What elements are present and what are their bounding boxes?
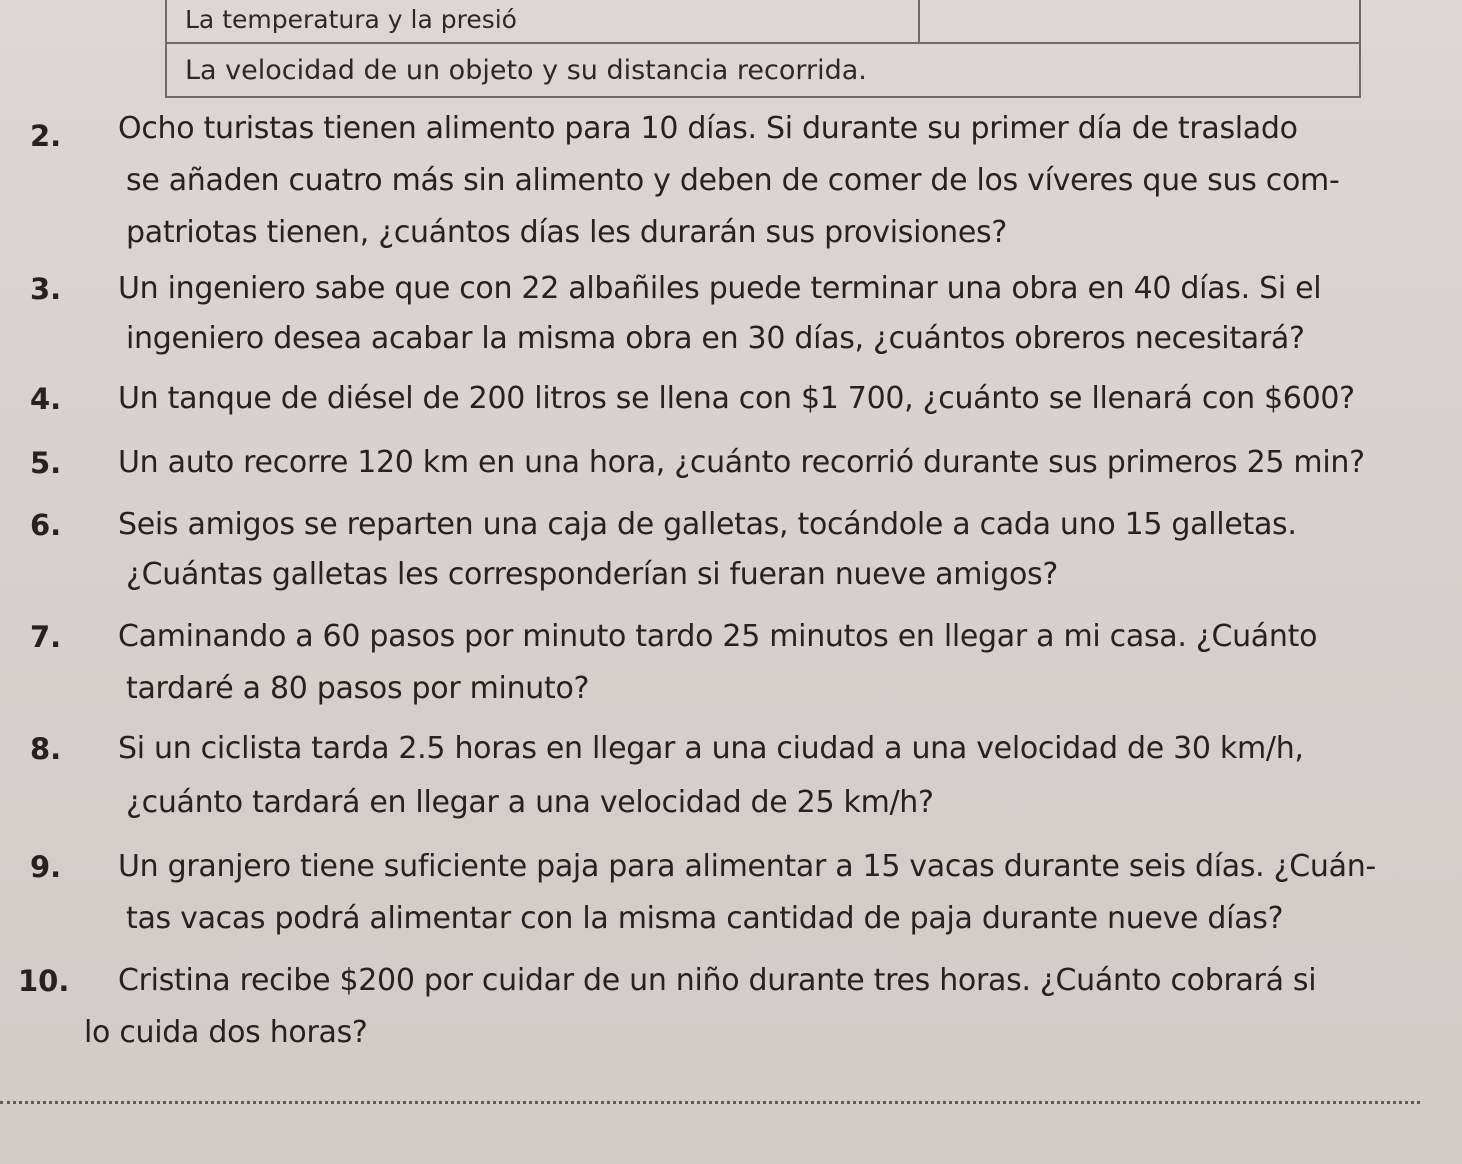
problem-text-line: Ocho turistas tienen alimento para 10 días. Si durante su primer día de traslado (118, 111, 1298, 146)
problem-text-line: Caminando a 60 pasos por minuto tardo 25 minutos en llegar a mi casa. ¿Cuánto (118, 619, 1318, 654)
problem-number: 6. (30, 508, 62, 542)
table-row-temperature: La temperatura y la presió (185, 5, 517, 34)
table-right-border (1359, 0, 1361, 98)
problem-number: 3. (30, 272, 62, 306)
problem-text-line: se añaden cuatro más sin alimento y deben de comer de los víveres que sus com- (126, 163, 1340, 198)
problem-number: 10. (18, 964, 70, 998)
problem-number: 4. (30, 382, 62, 416)
table-column-divider (918, 0, 920, 44)
problem-number: 9. (30, 850, 62, 884)
table-row-velocity: La velocidad de un objeto y su distancia recorrida. (185, 55, 867, 86)
problem-number: 8. (30, 732, 62, 766)
problem-text-line: ingeniero desea acabar la misma obra en 30 días, ¿cuántos obreros necesitará? (126, 321, 1305, 356)
problem-text-line: ¿cuánto tardará en llegar a una velocidad de 25 km/h? (126, 785, 934, 820)
problem-text-line: Un auto recorre 120 km en una hora, ¿cuánto recorrió durante sus primeros 25 min? (118, 445, 1365, 480)
problem-text-line: Un granjero tiene suficiente paja para alimentar a 15 vacas durante seis días. ¿Cuán- (118, 849, 1376, 884)
problem-number: 5. (30, 446, 62, 480)
relations-table (165, 0, 1462, 100)
problem-text-line: Si un ciclista tarda 2.5 horas en llegar a una ciudad a una velocidad de 30 km/h, (118, 731, 1304, 766)
problem-text-line: lo cuida dos horas? (84, 1015, 368, 1050)
problem-number: 2. (30, 119, 62, 153)
problem-text-line: tardaré a 80 pasos por minuto? (126, 671, 590, 706)
answer-line (0, 1101, 1420, 1104)
problem-text-line: ¿Cuántas galletas les corresponderían si fueran nueve amigos? (126, 557, 1058, 592)
problem-text-line: tas vacas podrá alimentar con la misma cantidad de paja durante nueve días? (126, 901, 1284, 936)
problem-text-line: Un ingeniero sabe que con 22 albañiles puede terminar una obra en 40 días. Si el (118, 271, 1322, 306)
problem-text-line: Cristina recibe $200 por cuidar de un niño durante tres horas. ¿Cuánto cobrará si (118, 963, 1317, 998)
problem-text-line: Seis amigos se reparten una caja de galletas, tocándole a cada uno 15 galletas. (118, 507, 1297, 542)
problem-text-line: patriotas tienen, ¿cuántos días les durarán sus provisiones? (126, 215, 1007, 250)
problem-text-line: Un tanque de diésel de 200 litros se llena con $1 700, ¿cuánto se llenará con $600? (118, 381, 1355, 416)
problem-number: 7. (30, 620, 62, 654)
